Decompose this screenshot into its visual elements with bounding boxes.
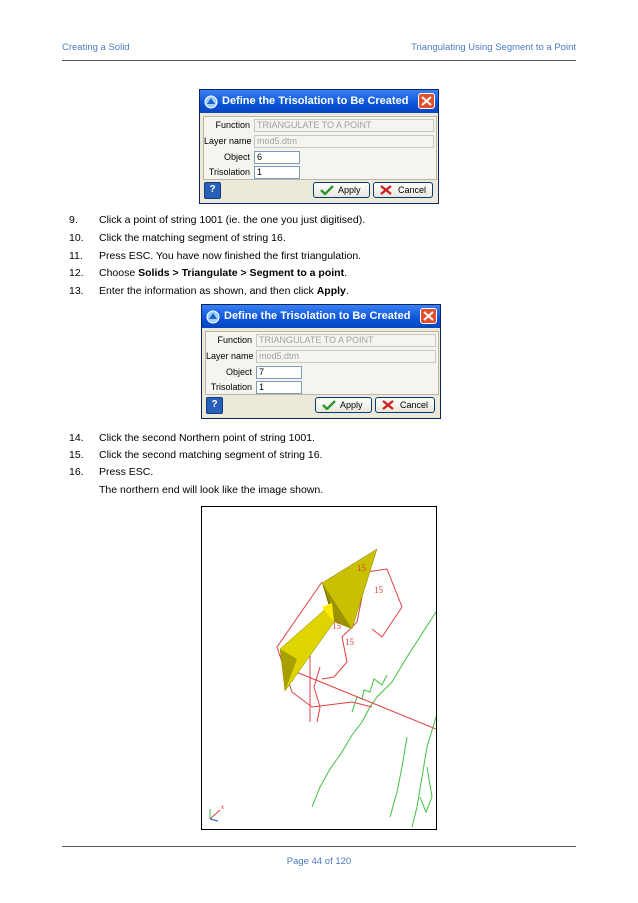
dialog-buttons [200, 181, 438, 203]
layer-name-field: mod5.dtm [256, 350, 436, 363]
layer-name-label: Layer name [204, 136, 252, 146]
string-label: 15 [374, 585, 383, 595]
dialog-title: Define the Trisolation to Be Created [222, 95, 409, 107]
cancel-button[interactable] [373, 182, 433, 198]
apply-emphasis: Apply [316, 285, 346, 297]
step-text [99, 267, 347, 279]
green-string [312, 612, 436, 827]
step-number: 11. [69, 250, 83, 262]
trisolation-label: Trisolation [210, 382, 252, 392]
string-label: 15 [345, 637, 354, 647]
step-text: Click the second Northern point of string 1001. [99, 432, 315, 444]
dialog-title: Define the Trisolation to Be Created [224, 310, 411, 322]
close-icon [421, 96, 432, 106]
help-button[interactable] [206, 397, 223, 414]
help-button[interactable] [204, 182, 221, 199]
check-icon [322, 400, 336, 410]
step-text: Press ESC. [99, 466, 154, 478]
menu-path: Solids > Triangulate > Segment to a point [138, 267, 345, 279]
step-number: 13. [69, 285, 84, 297]
step-text: Click the second matching segment of string 16. [99, 449, 323, 461]
close-button[interactable] [418, 93, 435, 109]
app-logo-icon [206, 310, 220, 324]
trisolation-input[interactable]: 1 [254, 166, 300, 179]
step-text: Click the matching segment of string 16. [99, 232, 286, 244]
function-label: Function [215, 120, 250, 130]
cancel-x-icon [380, 185, 392, 195]
trisolation-input[interactable]: 1 [256, 381, 302, 394]
step-number: 14. [69, 432, 84, 444]
step-number: 9. [69, 214, 78, 226]
help-icon: ? [211, 399, 218, 410]
cancel-x-icon [382, 400, 394, 410]
trisolation-label: Trisolation [208, 167, 250, 177]
header-right: Triangulating Using Segment to a Point [411, 42, 576, 53]
cancel-button[interactable] [375, 397, 435, 413]
step-text-post: . [345, 285, 349, 297]
step-text-pre: Choose [99, 267, 139, 279]
step-number: 15. [69, 449, 84, 461]
dialog-buttons [202, 396, 440, 418]
cancel-label: Cancel [398, 185, 427, 195]
header-rule [62, 60, 576, 61]
apply-label: Apply [338, 185, 361, 195]
footer-rule [62, 846, 576, 847]
note-text: The northern end will look like the image shown. [99, 484, 324, 496]
step-text: Press ESC. You have now finished the first triangulation. [99, 250, 362, 262]
header-left: Creating a Solid [62, 42, 130, 53]
object-input[interactable]: 7 [256, 366, 302, 379]
page-number: Page 44 of 120 [286, 856, 352, 867]
trisolation-dialog-2 [201, 304, 441, 419]
app-logo-icon [204, 95, 218, 109]
function-field: TRIANGULATE TO A POINT [254, 119, 434, 132]
cancel-label: Cancel [400, 400, 429, 410]
trisolation-dialog-1 [199, 89, 439, 204]
axis-gizmo-icon [210, 805, 224, 821]
string-label: 15 [332, 621, 341, 631]
close-icon [423, 311, 434, 321]
step-text-post: . [344, 267, 347, 279]
northern-end-image [201, 506, 437, 830]
step-number: 12. [69, 267, 84, 279]
apply-label: Apply [340, 400, 363, 410]
layer-name-label: Layer name [206, 351, 254, 361]
step-number: 10. [69, 232, 84, 244]
dialog-titlebar[interactable] [202, 305, 440, 328]
solid-render [202, 507, 436, 829]
object-label: Object [225, 367, 252, 377]
string-label: 15 [357, 563, 366, 573]
function-field: TRIANGULATE TO A POINT [256, 334, 436, 347]
step-text-pre: Enter the information as shown, and then click [99, 285, 317, 297]
function-label: Function [217, 335, 252, 345]
object-input[interactable]: 6 [254, 151, 300, 164]
step-text: Click a point of string 1001 (ie. the one you just digitised). [99, 214, 366, 226]
apply-button[interactable] [315, 397, 372, 413]
dialog-form [205, 331, 439, 395]
step-text [99, 285, 349, 297]
apply-button[interactable] [313, 182, 370, 198]
check-icon [320, 185, 334, 195]
layer-name-field: mod5.dtm [254, 135, 434, 148]
dialog-form [203, 116, 437, 180]
object-label: Object [223, 152, 250, 162]
help-icon: ? [209, 184, 216, 195]
axis-label: x [221, 805, 224, 811]
dialog-titlebar[interactable] [200, 90, 438, 113]
step-number: 16. [69, 466, 84, 478]
close-button[interactable] [420, 308, 437, 324]
